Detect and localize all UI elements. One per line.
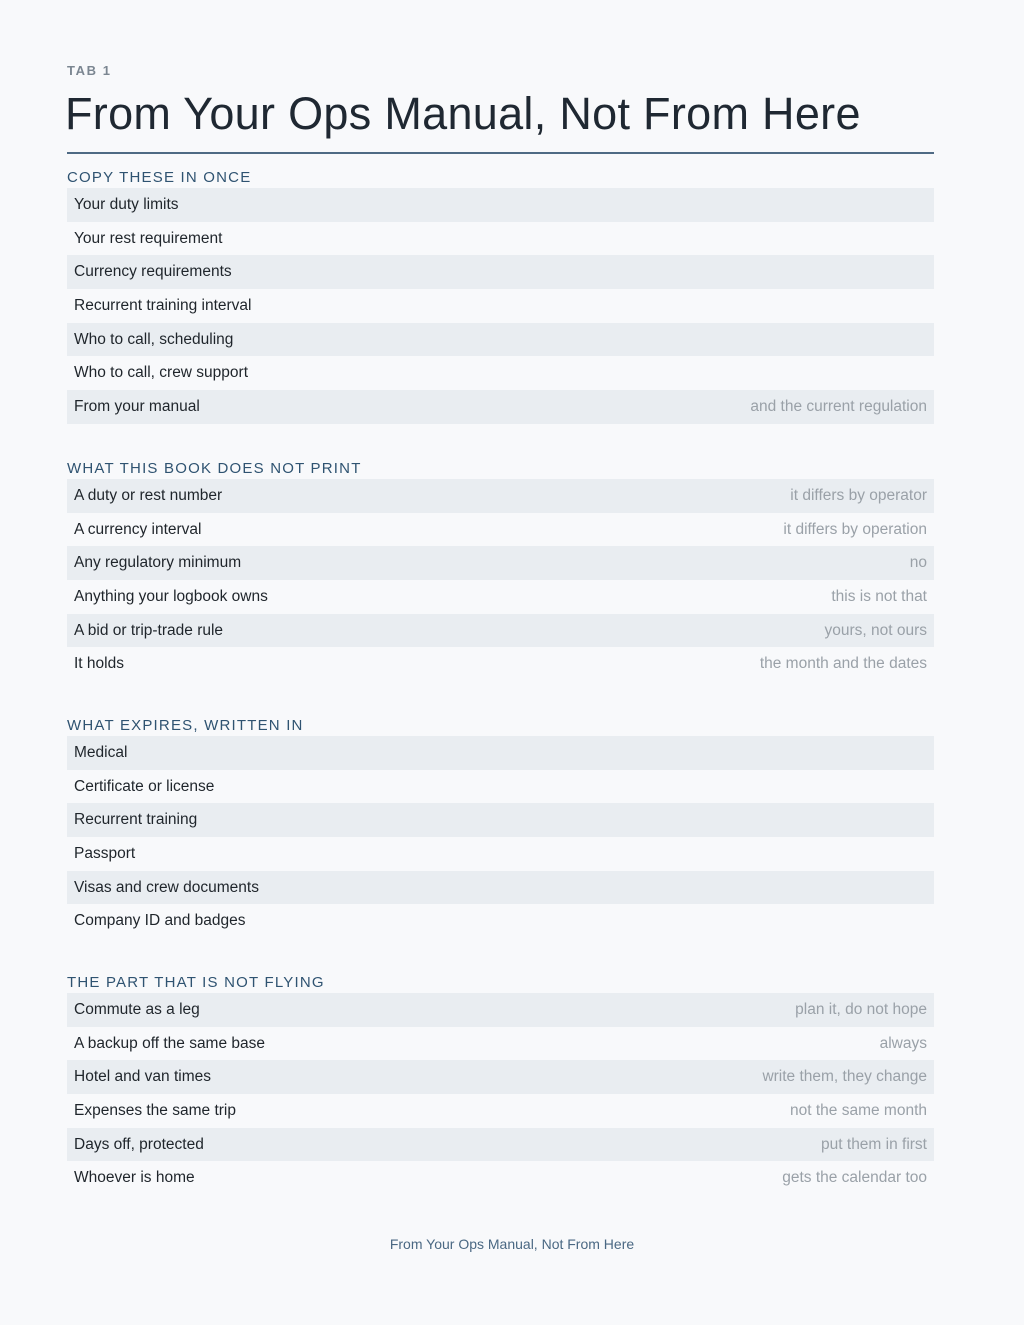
section-what-expires-written-in: [67, 716, 934, 938]
list-item: [67, 356, 934, 390]
list-item: [67, 1094, 934, 1128]
list-item: [67, 222, 934, 256]
list-item: [67, 323, 934, 357]
row-label: Recurrent training: [74, 811, 198, 829]
row-label: Hotel and van times: [74, 1068, 211, 1086]
list-item: [67, 871, 934, 905]
row-label: Company ID and badges: [74, 912, 246, 930]
list-item: [67, 770, 934, 804]
page-footer: From Your Ops Manual, Not From Here: [389, 1236, 635, 1252]
list-item: [67, 904, 934, 938]
row-label: From your manual: [74, 397, 200, 415]
section-what-this-book-does-not-print: [67, 459, 934, 681]
title-divider: [67, 152, 934, 154]
row-note: plan it, do not hope: [795, 1000, 927, 1018]
list-item: [67, 513, 934, 547]
page-title: From Your Ops Manual, Not From Here: [65, 88, 861, 139]
section-heading: THE PART THAT IS NOT FLYING: [67, 974, 325, 991]
row-label: Certificate or license: [74, 777, 215, 795]
row-label: Medical: [74, 743, 128, 761]
row-label: Commute as a leg: [74, 1000, 200, 1018]
row-label: Days off, protected: [74, 1135, 204, 1153]
section-heading: WHAT EXPIRES, WRITTEN IN: [67, 717, 304, 734]
row-note: always: [879, 1034, 927, 1052]
row-label: A bid or trip-trade rule: [74, 621, 224, 639]
row-label: A duty or rest number: [74, 486, 223, 504]
row-label: Your duty limits: [74, 195, 179, 213]
list-item: [67, 546, 934, 580]
row-note: yours, not ours: [824, 621, 927, 639]
list-item: [67, 1161, 934, 1195]
list-item: [67, 614, 934, 648]
row-label: A currency interval: [74, 520, 202, 538]
row-note: no: [909, 554, 927, 572]
list-item: [67, 647, 934, 681]
row-label: Any regulatory minimum: [74, 554, 242, 572]
list-item: [67, 390, 934, 424]
list-item: [67, 736, 934, 770]
list-item: [67, 255, 934, 289]
row-label: Recurrent training interval: [74, 296, 252, 314]
row-label: Your rest requirement: [74, 229, 223, 247]
list-item: [67, 1128, 934, 1162]
row-note: it differs by operation: [783, 520, 927, 538]
row-label: Who to call, crew support: [74, 364, 249, 382]
tab-label: TAB 1: [67, 63, 112, 78]
list-item: [67, 1027, 934, 1061]
row-note: the month and the dates: [759, 655, 927, 673]
row-note: this is not that: [831, 587, 927, 605]
row-label: Visas and crew documents: [74, 878, 259, 896]
row-note: write them, they change: [762, 1068, 927, 1086]
list-item: [67, 188, 934, 222]
row-label: A backup off the same base: [74, 1034, 266, 1052]
list-item: [67, 479, 934, 513]
list-item: [67, 580, 934, 614]
row-label: Passport: [74, 844, 136, 862]
list-item: [67, 803, 934, 837]
row-label: Currency requirements: [74, 263, 232, 281]
row-note: it differs by operator: [790, 486, 927, 504]
section-heading: COPY THESE IN ONCE: [67, 169, 252, 186]
list-item: [67, 837, 934, 871]
row-label: Whoever is home: [74, 1169, 195, 1187]
row-note: put them in first: [821, 1135, 927, 1153]
row-note: gets the calendar too: [782, 1169, 927, 1187]
row-label: It holds: [74, 655, 124, 673]
row-note: not the same month: [790, 1101, 927, 1119]
list-item: [67, 1060, 934, 1094]
row-note: and the current regulation: [750, 397, 927, 415]
section-the-part-that-is-not-flying: [67, 973, 934, 1195]
list-item: [67, 289, 934, 323]
row-label: Anything your logbook owns: [74, 587, 268, 605]
list-item: [67, 993, 934, 1027]
section-copy-these-in-once: [67, 168, 934, 424]
row-label: Who to call, scheduling: [74, 330, 234, 348]
section-heading: WHAT THIS BOOK DOES NOT PRINT: [67, 460, 362, 477]
row-label: Expenses the same trip: [74, 1101, 236, 1119]
